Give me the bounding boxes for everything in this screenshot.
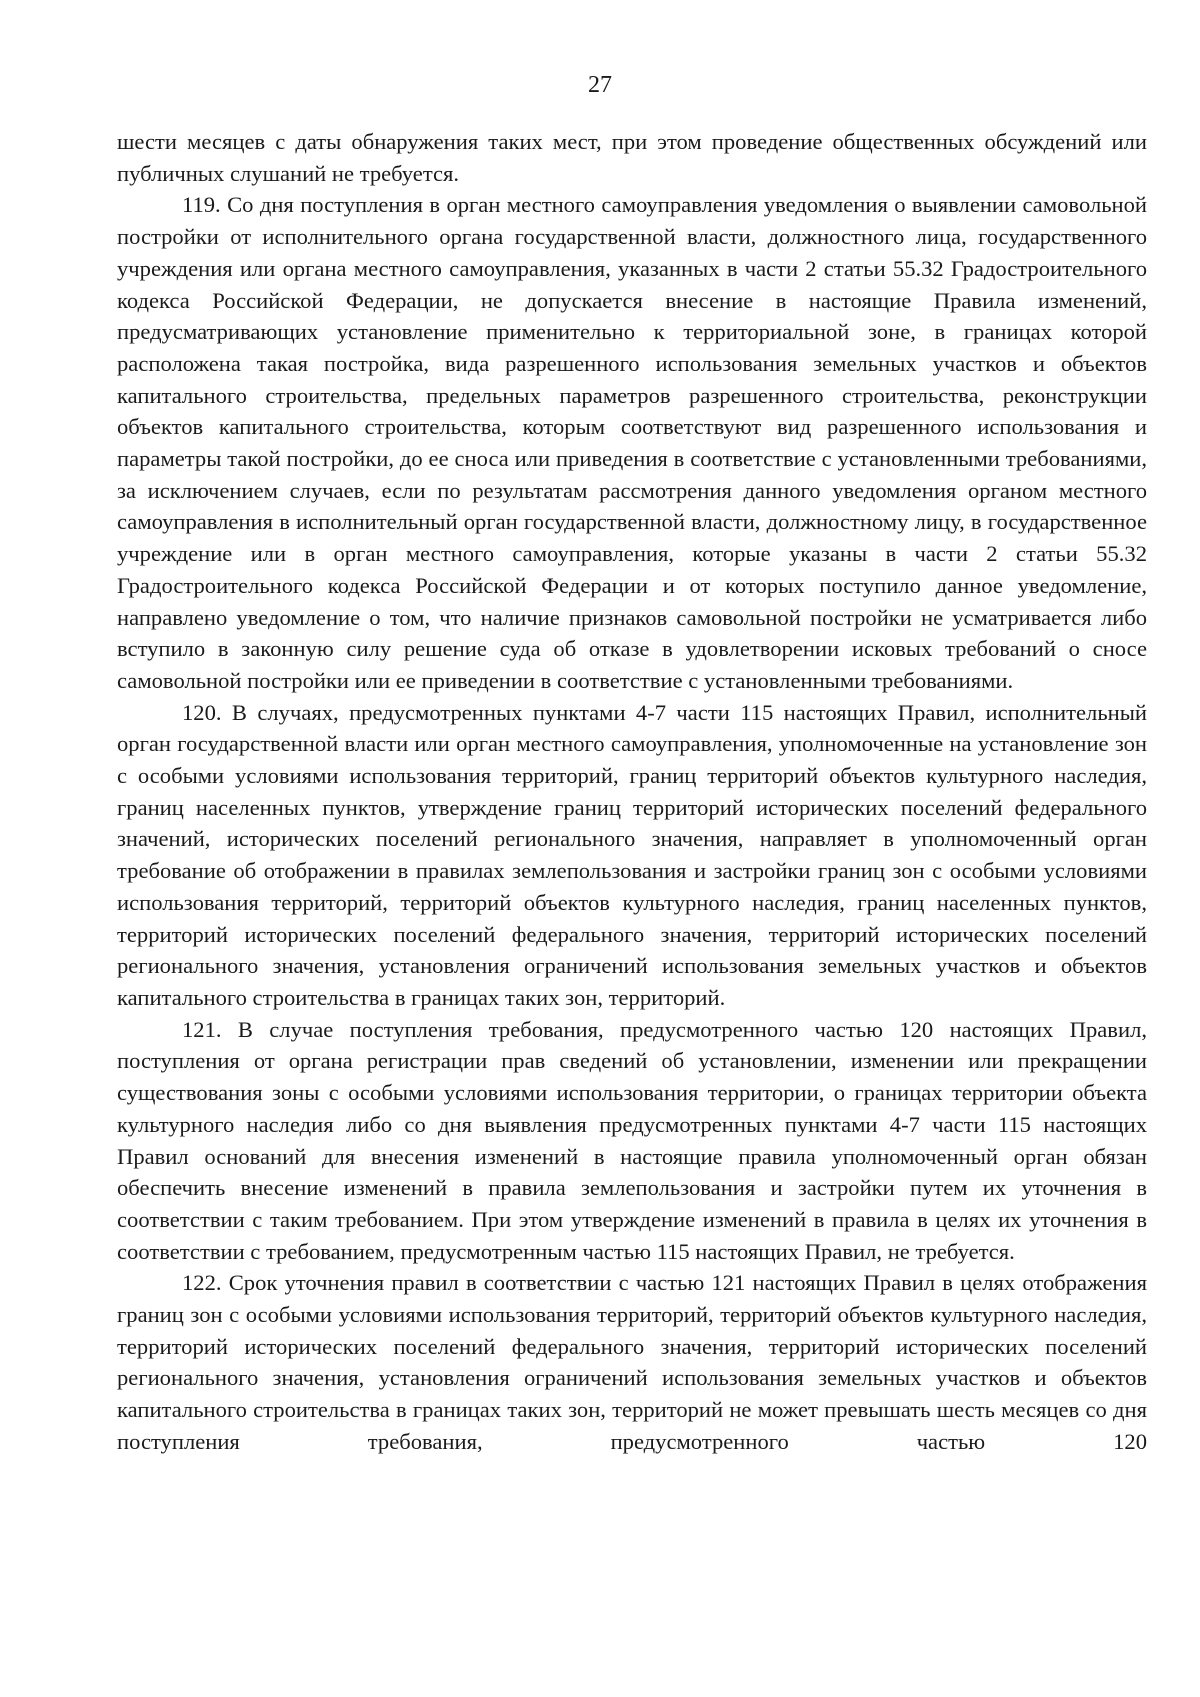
paragraph-120: 120. В случаях, предусмотренных пунктами 4-7 части 115 настоящих Правил, исполнительный орган государственной власти или орган местного самоуправления, уполномоченные на установление зон с особыми условиями использования территорий, границ территорий объектов культурного наследия, границ населенных пунктов, утверждение границ территорий исторических поселений федерального значений, исторических поселений регионального значения, направляет в уполномоченный орган требование об отображении в правилах землепользования и застройки границ зон с особыми условиями использования территорий, территорий объектов культурного наследия, границ населенных пунктов, территорий исторических поселений федерального значения, территорий исторических поселений регионального значения, установления ограничений использования земельных участков и объектов капитального строительства в границах таких зон, территорий.: [117, 699, 1147, 1010]
page-number: 27: [588, 72, 612, 98]
paragraph-continuation: шести месяцев с даты обнаружения таких мест, при этом проведение общественных обсуждений или публичных слушаний не требуется.: [117, 129, 1147, 186]
document-body: [117, 126, 1147, 1458]
paragraph-122: 122. Срок уточнения правил в соответствии с частью 121 настоящих Правил в целях отображения границ зон с особыми условиями использования территорий, территорий объектов культурного наследия, территорий исторических поселений федерального значения, территорий исторических поселений регионального значения, установления ограничений использования земельных участков и объектов капитального строительства в границах таких зон, территорий не может превышать шесть месяцев со дня поступления требования, предусмотренного частью 120: [117, 1270, 1147, 1454]
paragraph-121: 121. В случае поступления требования, предусмотренного частью 120 настоящих Правил, поступления от органа регистрации прав сведений об установлении, изменении или прекращении существования зоны с особыми условиями использования территории, о границах территории объекта культурного наследия либо со дня выявления предусмотренных пунктами 4-7 части 115 настоящих Правил оснований для внесения изменений в настоящие правила уполномоченный орган обязан обеспечить внесение изменений в правила землепользования и застройки путем их уточнения в соответствии с таким требованием. При этом утверждение изменений в правила в целях их уточнения в соответствии с требованием, предусмотренным частью 115 настоящих Правил, не требуется.: [117, 1016, 1147, 1264]
paragraph-119: 119. Со дня поступления в орган местного самоуправления уведомления о выявлении самовольной постройки от исполнительного органа государственной власти, должностного лица, государственного учреждения или органа местного самоуправления, указанных в части 2 статьи 55.32 Градостроительного кодекса Российской Федерации, не допускается внесение в настоящие Правила изменений, предусматривающих установление применительно к территориальной зоне, в границах которой расположена такая постройка, вида разрешенного использования земельных участков и объектов капитального строительства, предельных параметров разрешенного строительства, реконструкции объектов капитального строительства, которым соответствуют вид разрешенного использования и параметры такой постройки, до ее сноса или приведения в соответствие с установленными требованиями, за исключением случаев, если по результатам рассмотрения данного уведомления органом местного самоуправления в исполнительный орган государственной власти, должностному лицу, в государственное учреждение или в орган местного самоуправления, которые указаны в части 2 статьи 55.32 Градостроительного кодекса Российской Федерации и от которых поступило данное уведомление, направлено уведомление о том, что наличие признаков самовольной постройки не усматривается либо вступило в законную силу решение суда об отказе в удовлетворении исковых требований о сносе самовольной постройки или ее приведении в соответствие с установленными требованиями.: [117, 192, 1147, 693]
